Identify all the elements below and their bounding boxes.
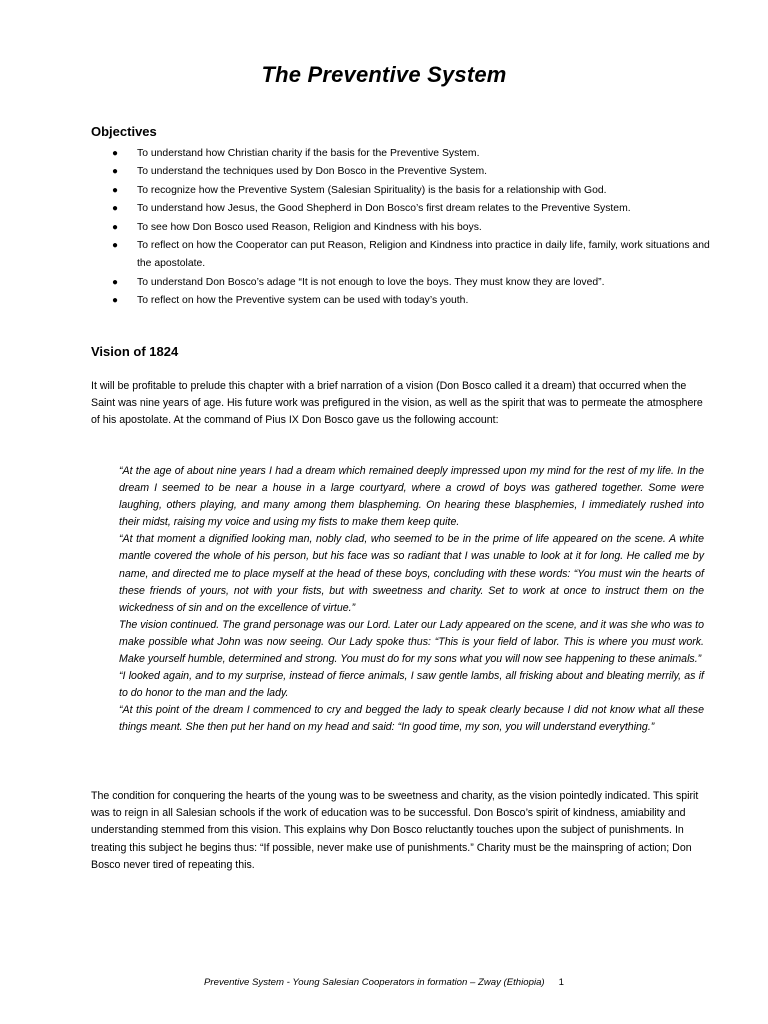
bullet-icon: ● (112, 184, 119, 196)
quote-paragraph: “I looked again, and to my surprise, instead of fierce animals, I saw gentle lambs, all frisking about and bleating merrily, as if to do honor to the man and the lady. (119, 670, 704, 700)
bullet-icon: ● (112, 221, 119, 233)
bullet-icon: ● (112, 166, 119, 178)
conclusion-paragraph: The condition for conquering the hearts of the young was to be sweetness and charity, as the vision pointedly indicated. This spirit was to reign in all Salesian schools if the work of education was to be successful. Don Bosco’s spirit of kindness, amiability and understanding stemmed from this vision. This explains why Don Bosco reluctantly touches upon the subject of punishments. In treating this subject he begins thus: “If possible, never make use of punishments.” Charity must be the mainspring of action; Don Bosco never tired of repeating this. (91, 790, 699, 871)
list-item: ● To understand how Christian charity if the basis for the Preventive System. (91, 145, 711, 163)
list-item: ● To understand the techniques used by Don Bosco in the Preventive System. (91, 163, 711, 181)
list-item: ● To reflect on how the Preventive system can be used with today’s youth. (91, 292, 711, 310)
list-item: ● To understand Don Bosco’s adage “It is not enough to love the boys. They must know they are loved”. (91, 274, 711, 292)
quote-paragraph: “At this point of the dream I commenced to cry and begged the lady to speak clearly because I did not know what all these things meant. She then put her hand on my head and said: “In good time, my son, you will understand everything.” (119, 704, 704, 734)
vision-intro-paragraph: It will be profitable to prelude this chapter with a brief narration of a vision (Don Bosco called it a dream) that occurred when the Saint was nine years of age. His future work was prefigured in the vision, as well as the spirit that was to permeate the atmosphere of his apostolate. At the command of Pius IX Don Bosco gave us the following account: (91, 380, 703, 427)
bullet-icon: ● (112, 148, 119, 159)
bullet-icon: ● (112, 295, 119, 307)
list-item: ● To recognize how the Preventive System (Salesian Spirituality) is the basis for a relationship with God. (91, 182, 711, 200)
footer-text: Preventive System - Young Salesian Cooperators in formation – Zway (Ethiopia) (204, 977, 545, 988)
bullet-icon: ● (112, 203, 119, 215)
page-title: The Preventive System (261, 62, 507, 87)
page-footer (0, 977, 768, 988)
list-item: ● To see how Don Bosco used Reason, Religion and Kindness with his boys. (91, 219, 711, 237)
bullet-icon: ● (112, 276, 119, 288)
page-number: 1 (558, 977, 564, 988)
quote-paragraph: “At the age of about nine years I had a dream which remained deeply impressed upon my mind for the rest of my life. In the dream I seemed to be near a house in a large courtyard, where a crowd of boys was gathered together. Some were laughing, others playing, and many among them blaspheming. On hearing these blasphemies, I immediately rushed into their midst, raising my voice and using my fists to make them keep quite. (119, 465, 704, 529)
list-item: ● To understand how Jesus, the Good Shepherd in Don Bosco’s first dream relates to the Preventive System. (91, 200, 711, 218)
vision-heading: Vision of 1824 (91, 344, 179, 359)
objectives-list (91, 145, 711, 311)
quote-paragraph: “At that moment a dignified looking man, nobly clad, who seemed to be in the prime of life appeared on the scene. A white mantle covered the whole of his person, but his face was so radiant that I was unable to look at it for long. He called me by name, and directed me to place myself at the head of these boys, concluding with these words: “You must win the hearts of these friends of yours, not with your fists, but with sweetness and charity. Set to work at once to instruct them on the wickedness of sin and on the excellence of virtue.” (119, 533, 704, 614)
quote-paragraph: The vision continued. The grand personage was our Lord. Later our Lady appeared on the scene, and it was she who was to make possible what John was now seeing. Our Lady spoke thus: “This is your field of labor. This is where you must work. Make yourself humble, determined and strong. You must do for my sons what you will now see happening to these animals.” (119, 618, 704, 666)
objectives-heading: Objectives (91, 124, 157, 139)
dream-quote-block (119, 463, 704, 737)
bullet-icon: ● (112, 240, 119, 252)
list-item: ● To reflect on how the Cooperator can put Reason, Religion and Kindness into practice in daily life, family, work situations and the apostolate. (91, 237, 711, 274)
